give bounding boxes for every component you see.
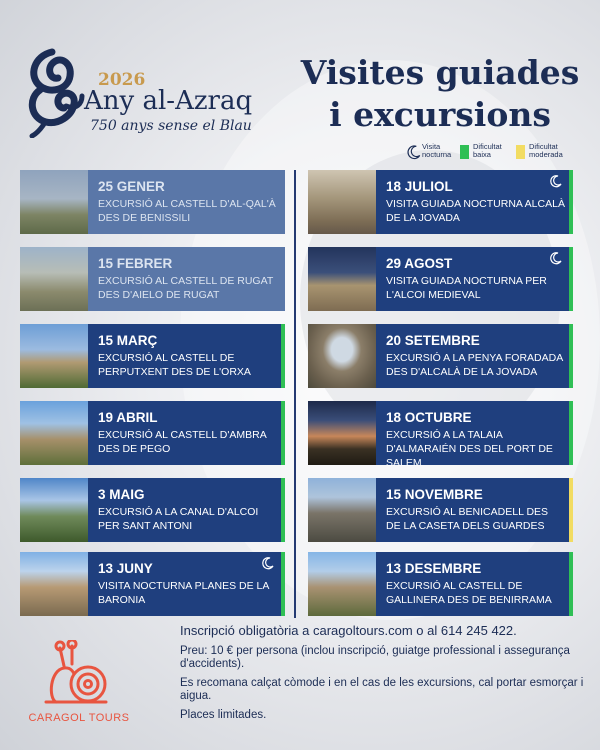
event-description: EXCURSIÓ A LA CANAL D'ALCOI PER SANT ANTONI bbox=[98, 506, 259, 532]
event-description: EXCURSIÓ AL CASTELL DE PERPUTXENT DES DE L'ORXA bbox=[98, 352, 251, 378]
event-date: 29 AGOST bbox=[386, 256, 453, 271]
event-photo bbox=[20, 478, 88, 542]
event-card[interactable] bbox=[308, 401, 573, 469]
logo-subtitle: 750 anys sense el Blau bbox=[90, 118, 252, 134]
title-line-1: Visites guiades bbox=[300, 53, 580, 92]
difficulty-low-bar bbox=[281, 478, 285, 542]
registration-text: Inscripció obligatòria a caragoltours.com o al 614 245 422. bbox=[180, 623, 517, 638]
event-date: 15 NOVEMBRE bbox=[386, 487, 483, 502]
event-card[interactable] bbox=[308, 478, 573, 542]
event-description: VISITA GUIADA NOCTURNA PER L'ALCOI MEDIEVAL bbox=[386, 275, 547, 301]
event-description: EXCURSIÓ AL CASTELL DE GALLINERA DES DE BENIRRAMA bbox=[386, 580, 552, 606]
event-date: 18 OCTUBRE bbox=[386, 410, 472, 425]
event-card[interactable] bbox=[20, 552, 285, 616]
event-card[interactable] bbox=[20, 478, 285, 542]
event-description: EXCURSIÓ AL CASTELL D'AMBRA DES DE PEGO bbox=[98, 429, 267, 455]
legend-low-swatch bbox=[460, 145, 469, 159]
event-photo bbox=[308, 247, 376, 311]
difficulty-low-bar bbox=[569, 247, 573, 311]
event-description: EXCURSIÓ AL CASTELL D'AL-QAL'À DES DE BENISSILI bbox=[98, 198, 276, 224]
event-photo bbox=[20, 247, 88, 311]
difficulty-low-bar bbox=[569, 170, 573, 234]
logo-name: Any al-Azraq bbox=[84, 86, 253, 116]
event-card[interactable] bbox=[308, 170, 573, 234]
event-description: VISITA GUIADA NOCTURNA ALCALÀ DE LA JOVADA bbox=[386, 198, 565, 224]
difficulty-low-bar bbox=[281, 401, 285, 465]
event-date: 15 MARÇ bbox=[98, 333, 158, 348]
moon-icon bbox=[406, 143, 422, 161]
event-card[interactable] bbox=[308, 324, 573, 388]
event-date: 3 MAIG bbox=[98, 487, 145, 502]
event-description: EXCURSIÓ AL BENICADELL DES DE LA CASETA DELS GUARDES bbox=[386, 506, 549, 532]
legend-low-label: Dificultat baixa bbox=[473, 142, 502, 159]
moon-icon bbox=[261, 556, 275, 570]
event-photo bbox=[308, 401, 376, 465]
event-photo bbox=[20, 401, 88, 465]
legend-moderate-swatch bbox=[516, 145, 525, 159]
places-text: Places limitades. bbox=[180, 709, 267, 721]
event-description: VISITA NOCTURNA PLANES DE LA BARONIA bbox=[98, 580, 269, 606]
event-description: EXCURSIÓ A LA PENYA FORADADA DES D'ALCALÀ DE LA JOVADA bbox=[386, 352, 563, 378]
logo-year: 2026 bbox=[98, 70, 146, 90]
event-photo bbox=[308, 324, 376, 388]
difficulty-low-bar bbox=[569, 401, 573, 465]
price-text: Preu: 10 € per persona (inclou inscripció, guiatge professional i assegurança d'accidents). bbox=[180, 645, 570, 670]
event-photo bbox=[308, 170, 376, 234]
moon-icon bbox=[549, 174, 563, 188]
event-photo bbox=[308, 552, 376, 616]
event-photo bbox=[20, 552, 88, 616]
title-line-2: i excursions bbox=[329, 95, 551, 134]
event-date: 13 JUNY bbox=[98, 561, 153, 576]
legend-moderate-label: Dificultat moderada bbox=[529, 142, 563, 159]
event-date: 15 FEBRER bbox=[98, 256, 173, 271]
page-title bbox=[290, 52, 590, 136]
event-date: 18 JULIOL bbox=[386, 179, 453, 194]
event-date: 20 SETEMBRE bbox=[386, 333, 480, 348]
event-date: 25 GENER bbox=[98, 179, 165, 194]
event-photo bbox=[20, 170, 88, 234]
brand-name: CARAGOL TOURS bbox=[28, 712, 130, 724]
event-card[interactable] bbox=[308, 247, 573, 311]
timeline-divider bbox=[294, 170, 296, 618]
event-photo bbox=[308, 478, 376, 542]
al-azraq-logo bbox=[22, 46, 86, 143]
snail-logo-icon bbox=[36, 640, 116, 710]
event-description: EXCURSIÓ A LA TALAIA D'ALMARAIÉN DES DEL PORT DE SALEM bbox=[386, 429, 553, 469]
moon-icon bbox=[549, 251, 563, 265]
event-photo bbox=[20, 324, 88, 388]
event-date: 19 ABRIL bbox=[98, 410, 158, 425]
event-card[interactable] bbox=[308, 552, 573, 616]
difficulty-low-bar bbox=[281, 552, 285, 616]
event-card[interactable] bbox=[20, 247, 285, 311]
difficulty-low-bar bbox=[569, 324, 573, 388]
event-date: 13 DESEMBRE bbox=[386, 561, 482, 576]
event-card[interactable] bbox=[20, 401, 285, 465]
advice-text: Es recomana calçat còmode i en el cas de les excursions, cal portar esmorçar i aigua. bbox=[180, 677, 584, 702]
difficulty-low-bar bbox=[281, 324, 285, 388]
difficulty-moderate-bar bbox=[569, 478, 573, 542]
info-block bbox=[180, 624, 590, 728]
difficulty-low-bar bbox=[569, 552, 573, 616]
legend-night-label: Visita nocturna bbox=[422, 142, 452, 159]
event-description: EXCURSIÓ AL CASTELL DE RUGAT DES D'AIELO DE RUGAT bbox=[98, 275, 274, 301]
event-card[interactable] bbox=[20, 170, 285, 234]
event-card[interactable] bbox=[20, 324, 285, 388]
